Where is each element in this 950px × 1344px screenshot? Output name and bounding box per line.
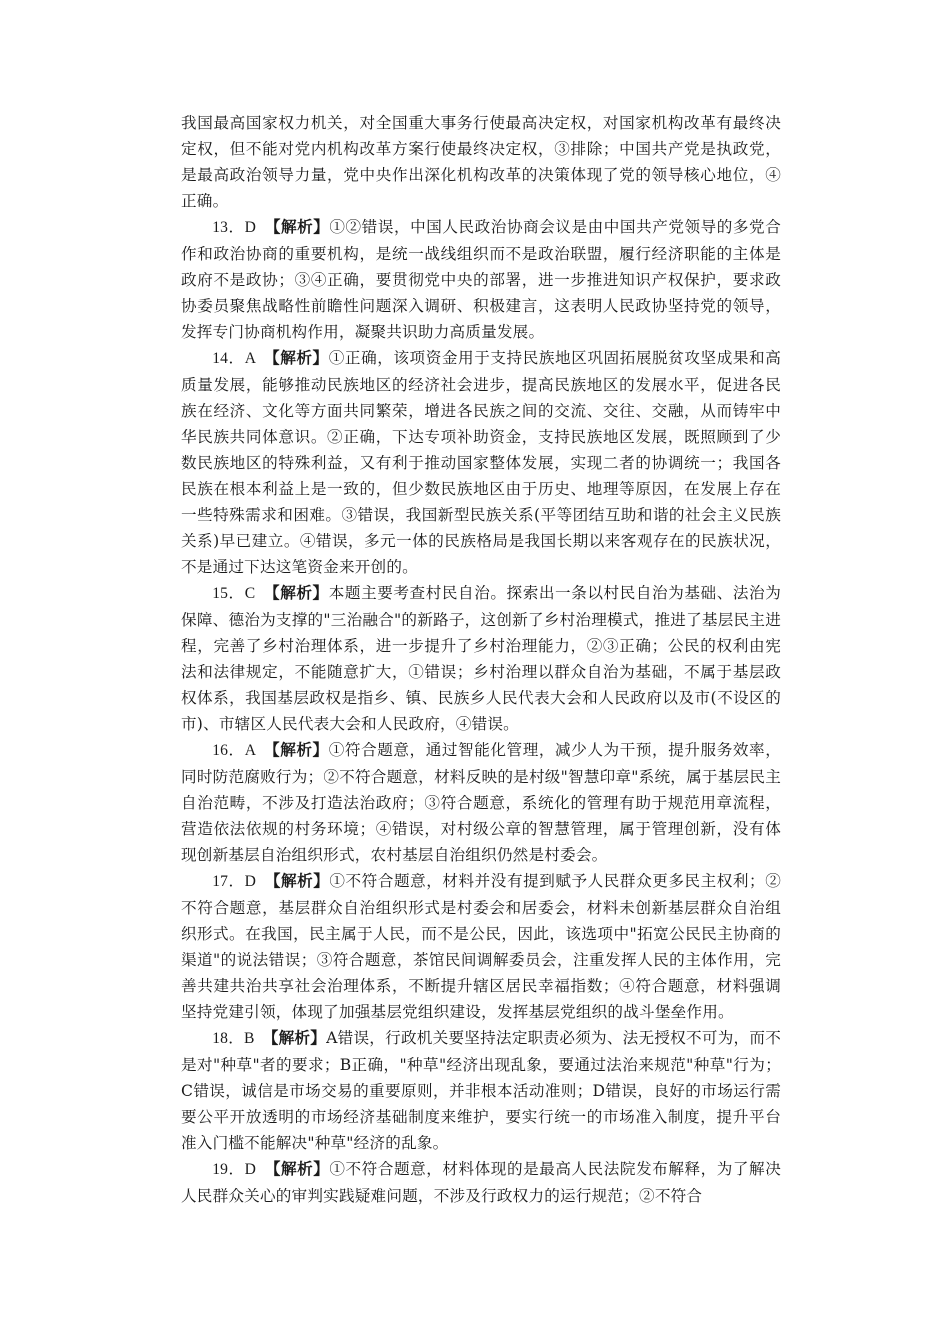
answer-label: 16．A	[212, 742, 272, 759]
answer-item-17	[181, 868, 781, 1025]
answer-label: 19．D	[212, 1161, 273, 1178]
analysis-text: ①不符合题意，材料体现的是最高人民法院发布解释，为了解决人民群众关心的审判实践疑难问题，不涉及行政权力的运行规范；②不符合	[181, 1160, 781, 1205]
analysis-text: A错误，行政机关要坚持法定职责必须为、法无授权不可为，而不是对"种草"者的要求；B正确，"种草"经济出现乱象，要通过法治来规范"种草"行为；C错误，诚信是市场交易的重要原则，并非根本活动准则；D错误，良好的市场运行需要公平开放透明的市场经济基础制度来维护，要实行统一的市场准入制度，提升平台准入门槛不能解决"种草"经济的乱象。	[181, 1029, 781, 1152]
answer-label: 13．D	[212, 219, 273, 236]
answer-item-18	[181, 1025, 781, 1156]
analysis-tag: 【解析】	[272, 871, 330, 890]
answer-explanations	[181, 110, 781, 1209]
analysis-tag: 【解析】	[272, 217, 330, 236]
answer-label: 17．D	[212, 873, 273, 890]
answer-item-13	[181, 214, 781, 345]
analysis-text: ①符合题意，通过智能化管理，减少人为干预，提升服务效率，同时防范腐败行为；②不符合题意，材料反映的是村级"智慧印章"系统，属于基层民主自治范畴，不涉及打造法治政府；③符合题意，系统化的管理有助于规范用章流程，营造依法依规的村务环境；④错误，对村级公章的智慧管理，属于管理创新，没有体现创新基层自治组织形式，农村基层自治组织仍然是村委会。	[181, 741, 781, 864]
answer-item-14	[181, 345, 781, 580]
analysis-tag: 【解析】	[270, 1028, 327, 1047]
analysis-tag: 【解析】	[272, 1159, 330, 1178]
answer-item-16	[181, 737, 781, 868]
analysis-tag: 【解析】	[271, 348, 329, 367]
answer-item-15	[181, 580, 781, 737]
intro-paragraph: 我国最高国家权力机关，对全国重大事务行使最高决定权，对国家机构改革有最终决定权，但不能对党内机构改革方案行使最终决定权，③排除；中国共产党是执政党，是最高政治领导力量，党中央作出深化机构改革的决策体现了党的领导核心地位，④正确。	[181, 114, 781, 210]
answer-label: 18．B	[212, 1030, 271, 1047]
analysis-text: ①不符合题意，材料并没有提到赋予人民群众更多民主权利；②不符合题意，基层群众自治组织形式是村委会和居委会，材料未创新基层群众自治组织形式。在我国，民主属于人民，而不是公民，因此，该选项中"拓宽公民民主协商的渠道"的说法错误；③符合题意，茶馆民间调解委员会，注重发挥人民的主体作用，完善共建共治共享社会治理体系，不断提升辖区居民幸福指数；④符合题意，材料强调坚持党建引领，体现了加强基层党组织建设，发挥基层党组织的战斗堡垒作用。	[181, 872, 781, 1021]
analysis-text: 本题主要考查村民自治。探索出一条以村民自治为基础、法治为保障、德治为支撑的"三治融合"的新路子，这创新了乡村治理模式，推进了基层民主进程，完善了乡村治理体系，进一步提升了乡村治理能力，②③正确；公民的权利由宪法和法律规定，不能随意扩大，①错误；乡村治理以群众自治为基础，不属于基层政权体系，我国基层政权是指乡、镇、民族乡人民代表大会和人民政府以及市(不设区的市)、市辖区人民代表大会和人民政府，④错误。	[181, 584, 781, 733]
answer-label: 14．A	[212, 350, 272, 367]
analysis-text: ①正确，该项资金用于支持民族地区巩固拓展脱贫攻坚成果和高质量发展，能够推动民族地区的经济社会进步，提高民族地区的发展水平，促进各民族在经济、文化等方面共同繁荣，增进各民族之间的交流、交往、交融，从而铸牢中华民族共同体意识。②正确，下达专项补助资金，支持民族地区发展，既照顾到了少数民族地区的特殊利益，又有利于推动国家整体发展，实现二者的协调统一；我国各民族在根本利益上是一致的，但少数民族地区由于历史、地理等原因，在发展上存在一些特殊需求和困难。③错误，我国新型民族关系(平等团结互助和谐的社会主义民族关系)早已建立。④错误，多元一体的民族格局是我国长期以来客观存在的民族状况，不是通过下达这笔资金来开创的。	[181, 349, 781, 576]
answer-item-19	[181, 1156, 781, 1209]
analysis-tag: 【解析】	[271, 583, 329, 602]
analysis-text: ①②错误，中国人民政治协商会议是由中国共产党领导的多党合作和政治协商的重要机构，是统一战线组织而不是政治联盟，履行经济职能的主体是政府不是政协；③④正确，要贯彻党中央的部署，进一步推进知识产权保护，要求政协委员聚焦战略性前瞻性问题深入调研、积极建言，这表明人民政协坚持党的领导，发挥专门协商机构作用，凝聚共识助力高质量发展。	[181, 218, 781, 341]
answer-label: 15．C	[212, 585, 272, 602]
analysis-tag: 【解析】	[271, 740, 329, 759]
